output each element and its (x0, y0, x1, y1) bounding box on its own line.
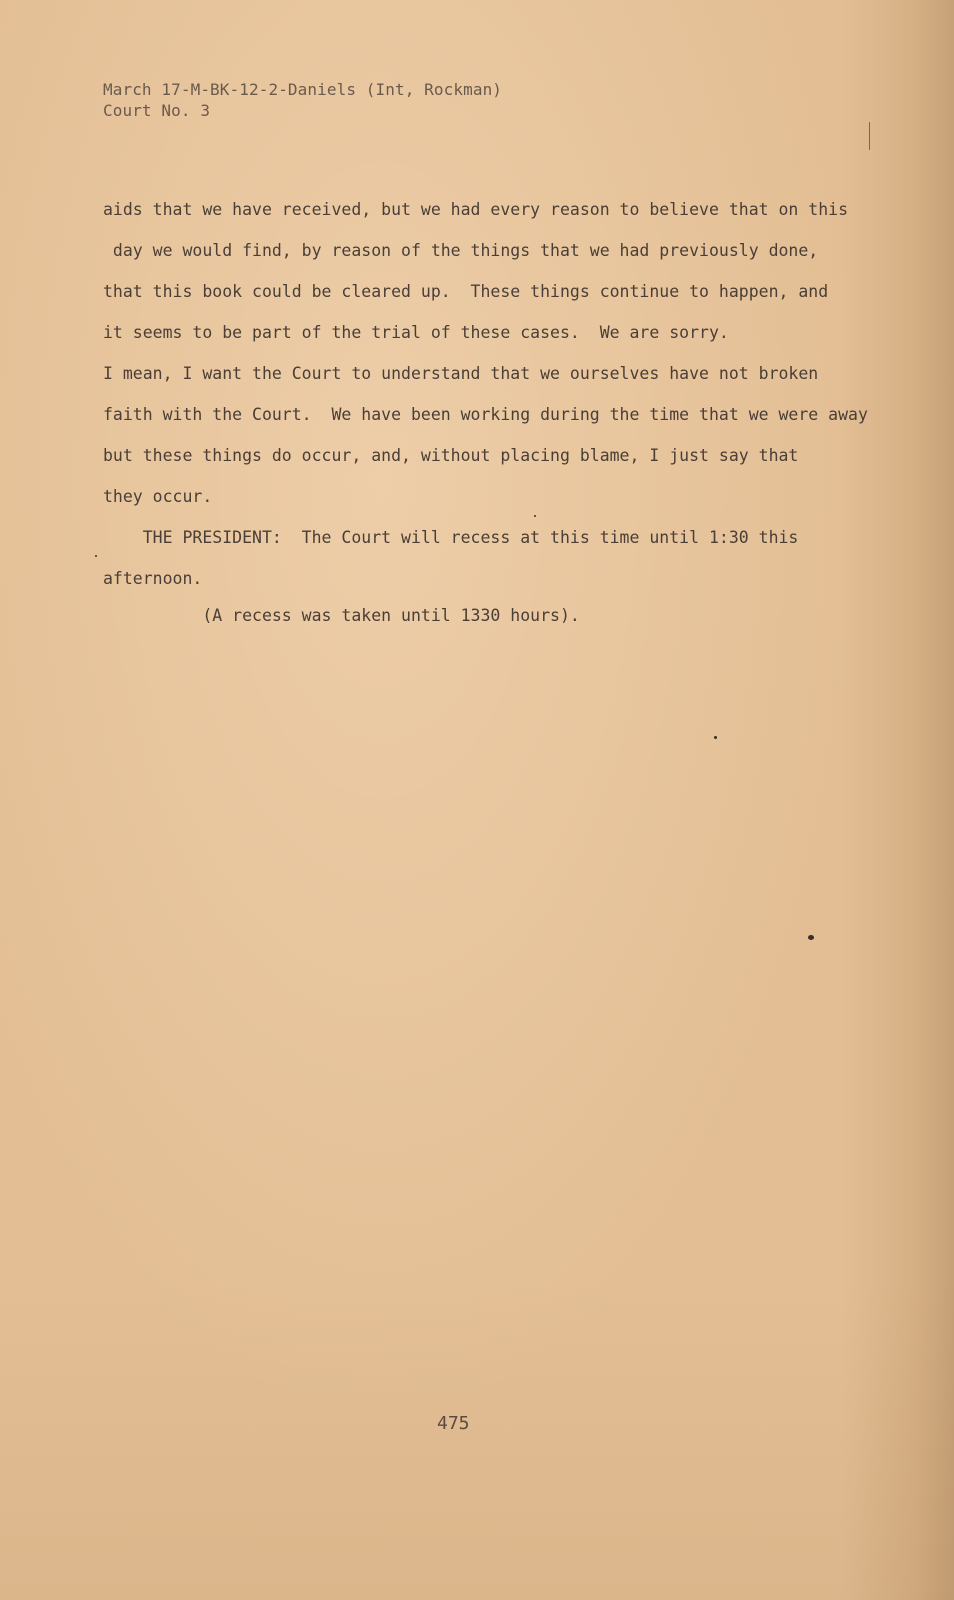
paper-speck (808, 935, 814, 940)
body-text-line: day we would find, by reason of the things that we had previously done, (103, 241, 819, 260)
body-text-line: I mean, I want the Court to understand that we ourselves have not broken (103, 364, 819, 383)
body-text-line: it seems to be part of the trial of these cases. We are sorry. (103, 323, 729, 342)
paper-mark (869, 122, 870, 150)
paper-speck (95, 555, 97, 557)
body-text-line: aids that we have received, but we had every reason to believe that on this (103, 200, 849, 219)
recess-note: (A recess was taken until 1330 hours). (103, 606, 580, 625)
court-number: Court No. 3 (103, 101, 211, 120)
paper-speck (714, 736, 717, 739)
case-reference: March 17-M-BK-12-2-Daniels (Int, Rockman) (103, 80, 503, 99)
body-text-line: faith with the Court. We have been working during the time that we were away (103, 405, 868, 424)
body-text-line: they occur. (103, 487, 213, 506)
page-number: 475 (437, 1413, 470, 1434)
body-text-line: but these things do occur, and, without placing blame, I just say that (103, 446, 799, 465)
body-text-line: afternoon. (103, 569, 203, 588)
case-header (103, 79, 502, 121)
body-text-line: that this book could be cleared up. These things continue to happen, and (103, 282, 829, 301)
paper-speck (534, 515, 536, 517)
speaker-line: THE PRESIDENT: The Court will recess at this time until 1:30 this (103, 528, 799, 547)
